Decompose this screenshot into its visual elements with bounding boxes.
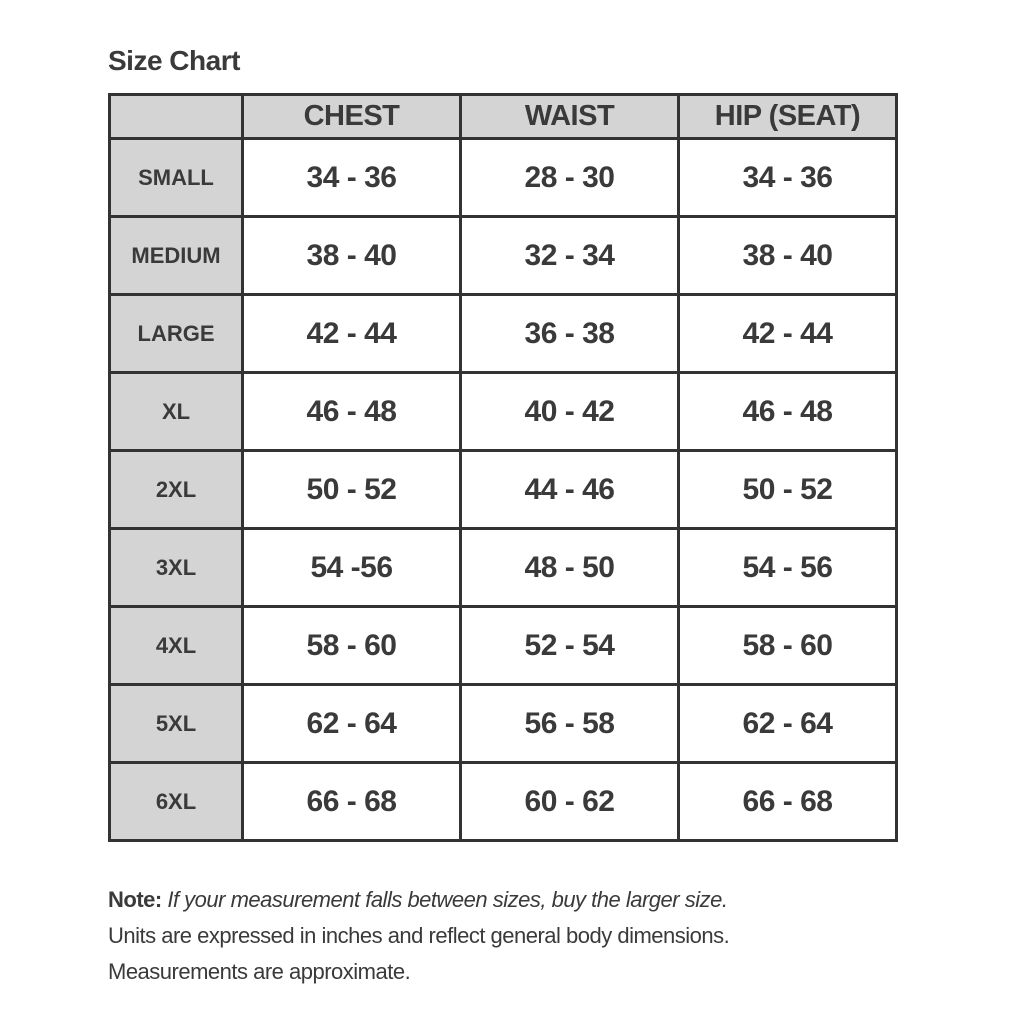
hip-cell: 42 - 44	[679, 295, 897, 373]
table-row	[110, 529, 897, 607]
size-label-cell: 2XL	[110, 451, 243, 529]
waist-cell: 40 - 42	[461, 373, 679, 451]
table-row	[110, 295, 897, 373]
size-label-cell: LARGE	[110, 295, 243, 373]
chest-cell: 42 - 44	[243, 295, 461, 373]
table-row	[110, 139, 897, 217]
chest-cell: 50 - 52	[243, 451, 461, 529]
waist-cell: 48 - 50	[461, 529, 679, 607]
hip-cell: 50 - 52	[679, 451, 897, 529]
table-row	[110, 451, 897, 529]
chest-cell: 58 - 60	[243, 607, 461, 685]
header-chest: CHEST	[243, 95, 461, 139]
hip-cell: 58 - 60	[679, 607, 897, 685]
chest-cell: 62 - 64	[243, 685, 461, 763]
chest-cell: 34 - 36	[243, 139, 461, 217]
hip-cell: 62 - 64	[679, 685, 897, 763]
hip-cell: 46 - 48	[679, 373, 897, 451]
waist-cell: 52 - 54	[461, 607, 679, 685]
size-label-cell: 6XL	[110, 763, 243, 841]
size-label-cell: MEDIUM	[110, 217, 243, 295]
waist-cell: 44 - 46	[461, 451, 679, 529]
waist-cell: 60 - 62	[461, 763, 679, 841]
page-title: Size Chart	[108, 45, 240, 76]
size-label-cell: XL	[110, 373, 243, 451]
table-header-row	[110, 95, 897, 139]
size-label-cell: SMALL	[110, 139, 243, 217]
table-body	[110, 139, 897, 841]
header-hip-seat: HIP (SEAT)	[679, 95, 897, 139]
chest-cell: 54 -56	[243, 529, 461, 607]
note-line-1	[108, 882, 729, 918]
notes-section	[108, 882, 729, 990]
note-text: If your measurement falls between sizes, buy the larger size.	[167, 887, 728, 912]
hip-cell: 38 - 40	[679, 217, 897, 295]
table-row	[110, 685, 897, 763]
size-chart-table	[108, 93, 898, 842]
size-label-cell: 3XL	[110, 529, 243, 607]
table-row	[110, 607, 897, 685]
chest-cell: 38 - 40	[243, 217, 461, 295]
hip-cell: 34 - 36	[679, 139, 897, 217]
chest-cell: 46 - 48	[243, 373, 461, 451]
waist-cell: 36 - 38	[461, 295, 679, 373]
table-row	[110, 217, 897, 295]
table-row	[110, 763, 897, 841]
note-line-3: Measurements are approximate.	[108, 959, 411, 984]
chest-cell: 66 - 68	[243, 763, 461, 841]
size-label-cell: 5XL	[110, 685, 243, 763]
note-label: Note:	[108, 887, 162, 912]
hip-cell: 54 - 56	[679, 529, 897, 607]
size-label-cell: 4XL	[110, 607, 243, 685]
hip-cell: 66 - 68	[679, 763, 897, 841]
note-line-2: Units are expressed in inches and reflect general body dimensions.	[108, 923, 730, 948]
waist-cell: 32 - 34	[461, 217, 679, 295]
waist-cell: 28 - 30	[461, 139, 679, 217]
header-corner-cell	[110, 95, 243, 139]
table-row	[110, 373, 897, 451]
waist-cell: 56 - 58	[461, 685, 679, 763]
header-waist: WAIST	[461, 95, 679, 139]
